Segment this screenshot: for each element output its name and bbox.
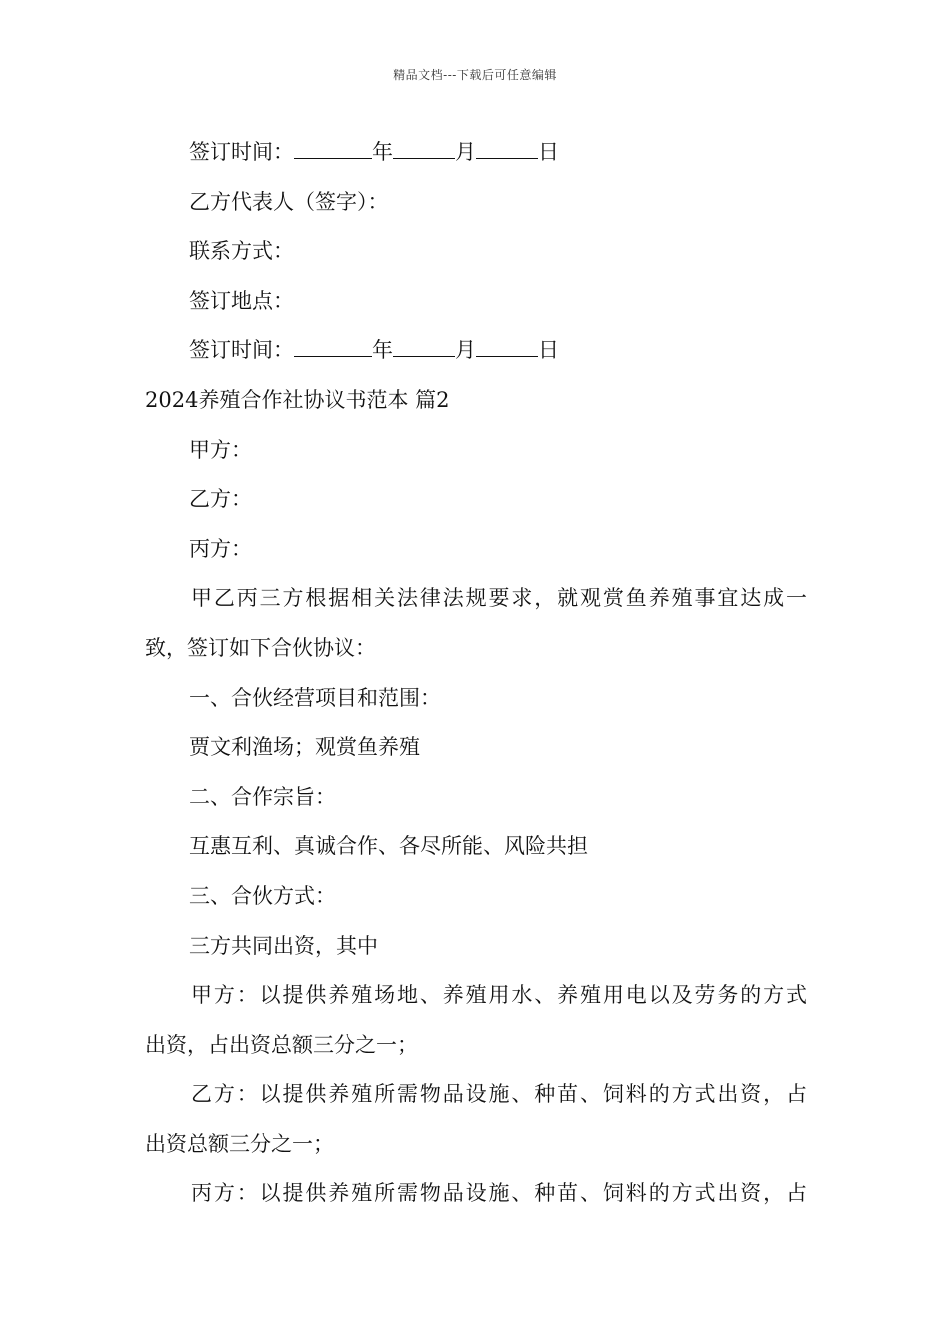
month-blank xyxy=(393,332,455,357)
year-label: 年 xyxy=(372,140,393,164)
sign-time-label: 签订时间： xyxy=(189,140,294,164)
party-b-contribution-line-1: 乙方：以提供养殖所需物品设施、种苗、饲料的方式出资，占 xyxy=(191,1082,807,1107)
month-label: 月 xyxy=(455,338,476,363)
sign-place: 签订地点： xyxy=(189,288,294,313)
section-title: 2024养殖合作社协议书范本 篇2 xyxy=(145,387,450,412)
sign-time-line-1 xyxy=(145,134,807,184)
document-body xyxy=(145,134,807,1225)
sign-time-line-2 xyxy=(145,332,807,382)
day-blank xyxy=(476,134,538,159)
clause-2-title: 二、合作宗旨： xyxy=(189,784,336,809)
clause-3-title: 三、合伙方式： xyxy=(189,883,336,908)
intro-paragraph-line-1: 甲乙丙三方根据相关法律法规要求，就观赏鱼养殖事宜达成一 xyxy=(191,586,807,611)
party-c-line: 丙方： xyxy=(189,536,252,561)
party-b-contribution-line-2: 出资总额三分之一； xyxy=(145,1131,334,1156)
clause-1-body: 贾文利渔场；观赏鱼养殖 xyxy=(189,735,420,760)
clause-1-title: 一、合伙经营项目和范围： xyxy=(189,685,441,710)
year-blank xyxy=(294,134,372,159)
party-b-line: 乙方： xyxy=(189,487,252,512)
clause-3-body: 三方共同出资，其中 xyxy=(189,933,378,958)
month-blank xyxy=(393,134,455,159)
sign-time-label: 签订时间： xyxy=(189,338,294,363)
page-header: 精品文档---下载后可任意编辑 xyxy=(393,68,557,82)
year-blank xyxy=(294,332,372,357)
day-label: 日 xyxy=(538,338,559,363)
party-a-line: 甲方： xyxy=(189,437,252,462)
year-label: 年 xyxy=(372,338,393,363)
month-label: 月 xyxy=(455,140,476,164)
intro-paragraph-line-2: 致，签订如下合伙协议： xyxy=(145,635,376,660)
clause-2-body: 互惠互利、真诚合作、各尽所能、风险共担 xyxy=(189,834,588,859)
party-a-contribution-line-2: 出资，占出资总额三分之一； xyxy=(145,1032,418,1057)
contact-info: 联系方式： xyxy=(189,239,294,264)
day-blank xyxy=(476,332,538,357)
party-b-representative: 乙方代表人（签字）： xyxy=(189,189,389,214)
party-c-contribution-line-1: 丙方：以提供养殖所需物品设施、种苗、饲料的方式出资，占 xyxy=(191,1181,807,1206)
day-label: 日 xyxy=(538,140,559,164)
party-a-contribution-line-1: 甲方：以提供养殖场地、养殖用水、养殖用电以及劳务的方式 xyxy=(191,983,807,1008)
